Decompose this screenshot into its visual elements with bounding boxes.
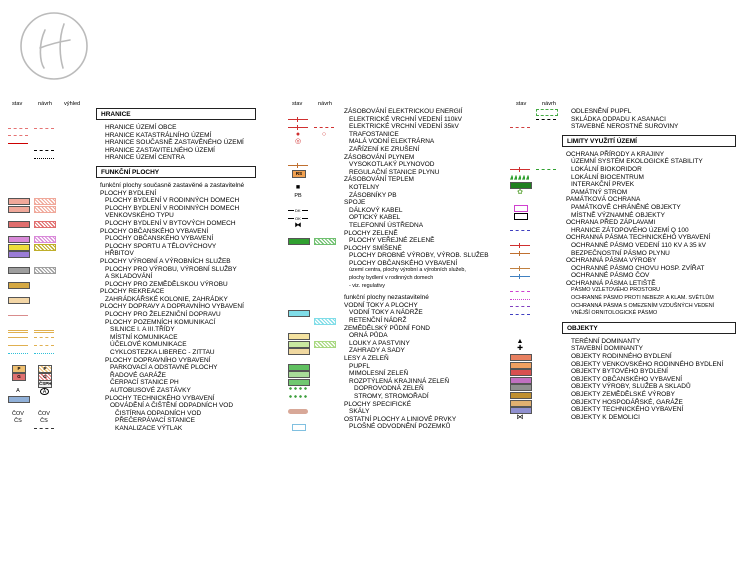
legend-row xyxy=(286,332,506,340)
legend-label: KANALIZACE VÝTLAK xyxy=(115,424,183,432)
point-symbol-icon: ● xyxy=(295,130,301,138)
point-symbol-icon: ■ xyxy=(295,183,301,191)
legend-label: HŘBITOV xyxy=(105,250,134,258)
line-swatch xyxy=(510,276,530,277)
header-stav: stav xyxy=(12,101,23,107)
legend-row xyxy=(510,204,742,212)
legend-label: ZÁSOBOVÁNÍ TEPLEM xyxy=(344,176,414,184)
legend-label: PÁSMO VZLETOVÉHO PROSTORU xyxy=(571,287,661,294)
line-swatch xyxy=(510,299,530,300)
legend-row xyxy=(510,181,742,189)
legend-row xyxy=(8,303,262,311)
line-swatch xyxy=(34,337,54,338)
legend-row xyxy=(8,273,262,281)
legend-label: TERÉNNÍ DOMINANTY xyxy=(571,337,641,345)
legend-row xyxy=(286,294,506,302)
point-symbol-icon: ✿ xyxy=(517,188,523,196)
legend-label: PLOCHY TECHNICKÉHO VYBAVENÍ xyxy=(105,394,215,402)
legend-label: CYKLOSTEZKA LIBEREC - ZITTAU xyxy=(110,349,215,357)
legend-row xyxy=(286,199,506,207)
legend-label: LESY A ZELEŇ xyxy=(344,355,389,362)
legend-label: PAMÁTKOVÁ OCHRANA xyxy=(566,196,641,204)
line-swatch xyxy=(8,315,28,316)
legend-label: OCHRANNÁ PÁSMA TECHNICKÉHO VYBAVENÍ xyxy=(566,234,711,242)
legend-row xyxy=(286,146,506,154)
legend-row xyxy=(286,138,506,146)
legend-row xyxy=(510,242,742,250)
legend-label: OCHRANNÉ PÁSMO PROTI NEBEZP. A KLAM. SVĚTLŮM xyxy=(571,295,714,302)
legend-label: PLOCHY DOPRAVY A DOPRAVNÍHO VYBAVENÍ xyxy=(100,303,244,311)
letter-symbol-icon: ČOV xyxy=(12,410,24,417)
legend-row xyxy=(286,275,506,283)
legend-label: ODLESNĚNÍ PUPFL xyxy=(571,108,632,115)
tick-mark xyxy=(297,163,298,168)
line-swatch xyxy=(510,230,530,231)
triangle-swatch xyxy=(510,175,530,180)
legend-label: OPTICKÝ KABEL xyxy=(349,214,401,222)
legend-label: ELEKTRICKÉ VRCHNÍ VEDENÍ 35kV xyxy=(349,123,459,131)
legend-label: PLOCHY BYDLENÍ V RODINNÝCH DOMECH xyxy=(105,204,240,212)
legend-label: ZÁSOBNÍKY PB xyxy=(349,191,397,199)
legend-row xyxy=(286,401,506,409)
legend-label: PUPFL xyxy=(349,362,370,370)
legend-row xyxy=(510,257,742,265)
line-swatch xyxy=(8,128,28,129)
line-swatch xyxy=(34,345,54,346)
legend-label: ÚČELOVÉ KOMUNIKACE xyxy=(110,341,187,349)
letter-symbol-icon: ČS xyxy=(40,418,48,425)
legend-row xyxy=(8,387,262,395)
legend-label: OCHRANA PŘED ZÁPLAVAMI xyxy=(566,219,656,227)
legend-row xyxy=(8,341,262,349)
tick-mark xyxy=(519,266,520,271)
legend-label: PAMÁTKOVĚ CHRÁNĚNÉ OBJEKTY xyxy=(571,203,681,211)
letter-symbol-icon: ČS xyxy=(14,418,22,425)
legend-row xyxy=(8,349,262,357)
legend-row xyxy=(8,235,262,243)
legend-label: PLOCHY BYDLENÍ V BYTOVÝCH DOMECH xyxy=(105,219,236,227)
line-swatch xyxy=(536,169,556,170)
legend-row xyxy=(510,345,742,353)
line-swatch xyxy=(510,268,530,269)
legend-label: HRANICE ZASTAVITELNÉHO ÚZEMÍ xyxy=(105,146,215,154)
legend-label: STAVEBNÍ DOMINANTY xyxy=(571,345,643,353)
legend-row xyxy=(286,393,506,401)
legend-label: ZAHRÁDKÁŘSKÉ KOLONIE, ZAHRÁDKY xyxy=(105,295,228,303)
legend-label: HRANICE ZÁTOPOVÉHO ÚZEMÍ Q 100 xyxy=(571,226,689,234)
point-symbol-icon: ✚ xyxy=(517,345,523,353)
tick-mark xyxy=(519,251,520,256)
legend-label: PLOCHY DOPRAVNÍHO VYBAVENÍ xyxy=(105,356,211,364)
legend-label: PLOCHY SMÍŠENÉ xyxy=(344,244,402,252)
legend-row xyxy=(510,383,742,391)
legend-label: A SKLADOVÁNÍ xyxy=(105,273,153,281)
legend-row xyxy=(510,406,742,414)
line-swatch xyxy=(8,135,28,136)
section-header: LIMITY VYUŽITÍ ÚZEMÍ xyxy=(562,135,736,147)
legend-label: ČERPACÍ STANICE PH xyxy=(110,379,179,387)
legend-row xyxy=(8,139,262,147)
tick-mark xyxy=(519,274,520,279)
legend-label: PARKOVACÍ A ODSTAVNÉ PLOCHY xyxy=(110,364,218,372)
line-swatch xyxy=(288,127,308,128)
legend-label: SILNICE I. A III.TŘÍDY xyxy=(110,326,175,334)
legend-label: PLOCHY BYDLENÍ xyxy=(100,189,157,197)
legend-column-2 xyxy=(286,108,506,431)
legend-row xyxy=(286,283,506,291)
legend-label: AUTOBUSOVÉ ZASTÁVKY xyxy=(110,387,191,394)
line-swatch xyxy=(8,345,28,346)
legend-label: DÁLKOVÝ KABEL xyxy=(349,206,403,214)
legend-row xyxy=(286,355,506,363)
line-swatch xyxy=(34,330,54,333)
legend-label: LOKÁLNÍ BIOCENTRUM xyxy=(571,173,644,181)
legend-label: RETENČNÍ NÁDRŽ xyxy=(349,317,407,325)
legend-row xyxy=(8,266,262,274)
legend-label: VYSOKOTLAKÝ PLYNOVOD xyxy=(349,161,435,169)
legend-row xyxy=(286,222,506,230)
legend-label: OBJEKTY TECHNICKÉHO VYBAVENÍ xyxy=(571,406,684,414)
legend-label: PAMÁTNÝ STROM xyxy=(571,188,628,196)
legend-label: PLOCHY VÝROBNÍ A VÝROBNÍCH SLUŽEB xyxy=(100,257,231,265)
legend-label: ROZPTÝLENÁ KRAJINNÁ ZELEŇ xyxy=(349,377,450,385)
cable-mark: OK xyxy=(295,215,301,221)
legend-label: PLOCHY OBČANSKÉHO VYBAVENÍ xyxy=(105,235,214,243)
tick-mark xyxy=(297,125,298,130)
legend-label: HRANICE SOUČASNĚ ZASTAVĚNÉHO ÚZEMÍ xyxy=(105,139,244,147)
legend-row xyxy=(286,214,506,222)
legend-row xyxy=(8,288,262,296)
section-header: HRANICE xyxy=(96,108,256,120)
legend-label: LOKÁLNÍ BIOKORIDOR xyxy=(571,165,642,173)
legend-row xyxy=(286,123,506,131)
legend-label: ZÁSOBOVÁNÍ PLYNEM xyxy=(344,153,415,161)
legend-label: MÍSTNÍ KOMUNIKACE xyxy=(110,333,178,341)
legend-label: MIMOLESNÍ ZELEŇ xyxy=(349,370,409,378)
legend-row xyxy=(510,272,742,280)
line-swatch xyxy=(288,119,308,120)
legend-label: OCHRANNÉ PÁSMO CHOVU HOSP. ZVÍŘAT xyxy=(571,264,705,272)
legend-row xyxy=(8,182,262,190)
header-navrh: návrh xyxy=(38,101,52,107)
legend-row xyxy=(8,379,262,387)
legend-row xyxy=(8,197,262,205)
badge-symbol-icon: P xyxy=(38,365,52,373)
legend-label: VODNÍ TOKY A PLOCHY xyxy=(344,301,418,309)
legend-row xyxy=(286,309,506,317)
line-swatch xyxy=(34,353,54,354)
legend-label: HRANICE KATASTRÁLNÍHO ÚZEMÍ xyxy=(105,131,212,139)
legend-row xyxy=(286,267,506,275)
legend-row xyxy=(286,385,506,393)
line-swatch xyxy=(510,306,530,307)
legend-row xyxy=(8,402,262,410)
legend-row xyxy=(510,250,742,258)
line-swatch xyxy=(510,253,530,254)
legend-row xyxy=(510,368,742,376)
section-header: FUNKČNÍ PLOCHY xyxy=(96,166,256,178)
legend-row xyxy=(8,250,262,258)
legend-row xyxy=(286,408,506,416)
legend-label: OBJEKTY BYTOVÉHO BYDLENÍ xyxy=(571,368,668,376)
line-swatch xyxy=(510,169,530,170)
letter-symbol-icon: ČOV xyxy=(38,410,50,417)
legend-label: VENKOVSKÉHO TYPU xyxy=(105,212,174,220)
legend-label: SPOJE xyxy=(344,199,366,207)
legend-row xyxy=(510,123,742,131)
legend-row xyxy=(286,325,506,333)
legend-label: HRANICE ÚZEMÍ OBCE xyxy=(105,124,177,131)
legend-label: PLOCHY BYDLENÍ V RODINNÝCH DOMECH xyxy=(105,197,240,205)
legend-column-3 xyxy=(510,108,742,421)
legend-row xyxy=(510,219,742,227)
legend-label: ZÁSOBOVÁNÍ ELEKTRICKOU ENERGIÍ xyxy=(344,108,463,115)
legend-label: PLOCHY PRO ZEMĚDĚLSKOU VÝROBU xyxy=(105,280,228,288)
legend-label: MALÁ VODNÍ ELEKTRÁRNA xyxy=(349,138,435,146)
dots-swatch xyxy=(288,386,308,391)
badge-symbol-icon: ČSPH xyxy=(39,381,52,387)
legend-row xyxy=(8,417,262,425)
legend-label: PLOCHY REKREACE xyxy=(100,288,165,296)
line-swatch xyxy=(510,245,530,246)
legend-label: ZEMĚDĚLSKÝ PŮDNÍ FOND xyxy=(344,324,430,332)
badge-symbol-icon: P xyxy=(12,365,26,373)
line-swatch xyxy=(288,165,308,166)
point-symbol-icon: ◎ xyxy=(294,138,302,146)
legend-label: plochy bydlení v rodinných domech xyxy=(349,275,434,282)
legend-row xyxy=(286,370,506,378)
line-swatch xyxy=(314,127,334,128)
line-swatch xyxy=(510,314,530,315)
legend-row xyxy=(8,243,262,251)
line-swatch xyxy=(8,337,28,338)
legend-row xyxy=(8,228,262,236)
legend-label: území centra, plochy výrobní a výrobních služeb, xyxy=(349,267,466,274)
legend-label: PLOCHY SPORTU A TĚLOVÝCHOVY xyxy=(105,242,217,250)
legend-label: KOTELNY xyxy=(349,183,380,191)
legend-label: PLOCHY DROBNÉ VÝROBY, VÝROB. SLUŽEB xyxy=(349,252,489,260)
legend-label: OBJEKTY VÝROBY, SLUŽEB A SKLADŮ xyxy=(571,383,691,391)
legend-label: OCHRANNÁ PÁSMA VÝROBY xyxy=(566,257,657,265)
legend-label: ŘADOVÉ GARÁŽE xyxy=(110,371,166,379)
legend-label: OBJEKTY ZEMĚDĚLSKÉ VÝROBY xyxy=(571,391,675,398)
header-navrh: návrh xyxy=(318,101,332,107)
line-swatch xyxy=(34,150,54,151)
legend-column-1 xyxy=(8,108,262,433)
legend-row xyxy=(286,237,506,245)
legend-row xyxy=(286,230,506,238)
line-swatch xyxy=(34,428,54,429)
legend-label: BEZPEČNOSTNÍ PÁSMO PLYNU xyxy=(571,249,670,257)
legend-label: PLOCHY PRO VÝROBU, VÝROBNÍ SLUŽBY xyxy=(105,265,237,273)
legend-label: PLOCHY SPECIFICKÉ xyxy=(344,400,412,408)
legend-row xyxy=(286,192,506,200)
circle-symbol-icon: A xyxy=(40,388,49,395)
line-swatch xyxy=(8,353,28,354)
legend-label: funkční plochy současně zastavěné a zastavitelné xyxy=(100,181,245,189)
line-swatch xyxy=(34,158,54,159)
point-symbol-icon: ○ xyxy=(321,130,327,138)
legend-row xyxy=(510,310,742,318)
legend-label: PLOŠNÉ ODVODNĚNÍ POZEMKŮ xyxy=(349,423,451,431)
legend-label: ÚZEMNÍ SYSTÉM EKOLOGICKÉ STABILITY xyxy=(571,158,703,166)
header-stav: stav xyxy=(292,101,303,107)
legend-label: ZAŘÍZENÍ KE ZRUŠENÍ xyxy=(349,145,420,153)
legend-label: HRANICE ÚZEMÍ CENTRA xyxy=(105,154,185,162)
legend-label: PLOCHY OBČANSKÉHO VYBAVENÍ xyxy=(100,227,209,235)
legend-label: INTERAKČNÍ PRVEK xyxy=(571,181,635,189)
legend-row xyxy=(286,347,506,355)
legend-label: PLOCHY VEŘEJNÉ ZELENĚ xyxy=(349,237,435,245)
legend-label: PŘEČERPÁVACÍ STANICE xyxy=(115,417,195,425)
tick-mark xyxy=(297,117,298,122)
legend-row xyxy=(8,425,262,433)
legend-row xyxy=(286,252,506,260)
legend-label: OBJEKTY OBČANSKÉHO VYBAVENÍ xyxy=(571,375,683,383)
legend-label: OBJEKTY RODINNÉHO BYDLENÍ xyxy=(571,353,672,361)
line-swatch xyxy=(510,291,530,292)
legend-row xyxy=(286,176,506,184)
legend-label: PLOCHY OBČANSKÉHO VYBAVENÍ xyxy=(349,259,458,267)
legend-row xyxy=(8,124,262,132)
tick-mark xyxy=(519,167,520,172)
point-symbol-icon: ⧓ xyxy=(294,221,302,229)
legend-label: OBJEKTY K DEMOLICI xyxy=(571,413,640,421)
point-symbol-icon: ▲ xyxy=(516,337,524,345)
legend-row xyxy=(510,391,742,399)
legend-row xyxy=(8,281,262,289)
legend-label: PLOCHY POZEMNÍCH KOMUNIKACÍ xyxy=(105,318,216,326)
legend-label: OBJEKTY HOSPODÁŘSKÉ, GARÁŽE xyxy=(571,398,683,406)
badge-symbol-icon: G xyxy=(12,373,26,381)
legend-row xyxy=(510,108,742,116)
header-navrh: návrh xyxy=(542,101,556,107)
badge-symbol-icon: RS xyxy=(292,170,306,178)
point-symbol-icon: ⋈ xyxy=(516,413,524,421)
legend-label: LOUKY A PASTVINY xyxy=(349,339,410,347)
legend-label: funkční plochy nezastavitelné xyxy=(344,294,429,302)
legend-label: ORNÁ PŮDA xyxy=(349,332,388,340)
legend-label: DOPROVODNÁ ZELEŇ xyxy=(354,385,424,393)
legend-row xyxy=(286,340,506,348)
legend-row xyxy=(510,287,742,295)
legend-label: TRAFOSTANICE xyxy=(349,130,399,138)
header-stav: stav xyxy=(516,101,527,107)
legend-label: OCHRANNÉ PÁSMO ČOV xyxy=(571,272,650,280)
legend-row xyxy=(510,414,742,422)
legend-label: OCHRANA PŘÍRODY A KRAJINY xyxy=(566,150,665,158)
line-swatch xyxy=(8,330,28,333)
line-swatch xyxy=(8,143,28,144)
legend-label: OSTATNÍ PLOCHY A LINIOVÉ PRVKY xyxy=(344,415,457,423)
letter-symbol-icon: A xyxy=(16,388,20,394)
badge-symbol-icon: G xyxy=(38,373,52,381)
legend-label: TELEFONNÍ ÚSTŘEDNA xyxy=(349,221,424,229)
legend-label: SKLÁDKA ODPADU K ASANACI xyxy=(571,115,666,123)
line-swatch xyxy=(536,119,556,120)
legend-label: OCHRANNÁ PÁSMA S OMEZENÍM VZDUŠNÝCH VEDENÍ xyxy=(571,302,715,309)
legend-row xyxy=(286,423,506,431)
legend-row xyxy=(510,234,742,242)
legend-label: PLOCHY ZELENĚ xyxy=(344,229,398,237)
legend-label: STROMY, STROMOŘADÍ xyxy=(354,392,429,400)
legend-row xyxy=(8,212,262,220)
legend-row xyxy=(286,161,506,169)
legend-label: - viz. regulativy xyxy=(349,282,385,289)
legend-row xyxy=(8,220,262,228)
section-header: OBJEKTY xyxy=(562,322,736,334)
legend-label: ELEKTRICKÉ VRCHNÍ VEDENÍ 110kV xyxy=(349,115,462,123)
line-swatch xyxy=(510,127,530,128)
legend-row xyxy=(8,326,262,334)
dots-swatch xyxy=(288,394,308,399)
line-swatch xyxy=(288,208,308,214)
legend-label: ČISTÍRNA ODPADNÍCH VOD xyxy=(115,409,202,417)
legend-row xyxy=(510,295,742,303)
legend-row xyxy=(510,196,742,204)
legend-label: OCHRANNÉ PÁSMO VEDENÍ 110 KV A 35 kV xyxy=(571,241,706,249)
tick-mark xyxy=(519,243,520,248)
header-vyhled: výhled xyxy=(64,101,81,107)
legend-row xyxy=(286,260,506,268)
legend-row xyxy=(8,154,262,162)
oval-swatch xyxy=(288,409,308,414)
legend-label: STAVEBNÉ NEROSTNÉ SUROVINY xyxy=(571,123,679,131)
legend-row xyxy=(8,364,262,372)
line-swatch xyxy=(288,215,308,221)
legend-label: OBJEKTY VENKOVSKÉHO RODINNÉHO BYDLENÍ xyxy=(571,360,724,368)
legend-label: VODNÍ TOKY A NÁDRŽE xyxy=(349,309,423,317)
cable-mark: DK xyxy=(295,208,301,214)
line-swatch xyxy=(34,128,54,129)
legend-row xyxy=(510,158,742,166)
legend-row xyxy=(286,184,506,192)
legend-label: REGULAČNÍ STANICE PLYNU xyxy=(349,168,440,176)
legend-label: MÍSTNĚ VÝZNAMNÉ OBJEKTY xyxy=(571,211,665,219)
logo-emblem-icon xyxy=(18,10,90,82)
letter-symbol-icon: PB xyxy=(294,192,302,199)
outline-swatch xyxy=(292,424,306,431)
legend-label: PLOCHY PRO ŽELEZNIČNÍ DOPRAVU xyxy=(105,311,221,319)
legend-label: SKÁLY xyxy=(349,408,370,416)
legend-row xyxy=(8,258,262,266)
legend-label: VNĚJŠÍ ORNITOLOGICKÉ PÁSMO xyxy=(571,310,658,317)
legend-label: OCHRANNÁ PÁSMA LETIŠTĚ xyxy=(566,279,656,287)
legend-row xyxy=(510,166,742,174)
legend-row xyxy=(286,108,506,116)
legend-row xyxy=(510,353,742,361)
legend-row xyxy=(286,317,506,325)
legend-label: ODVÁDĚNÍ A ČIŠTĚNÍ ODPADNÍCH VOD xyxy=(110,402,234,410)
legend-row xyxy=(510,212,742,220)
legend-row xyxy=(8,311,262,319)
legend-label: ZAHRADY A SADY xyxy=(349,347,405,355)
